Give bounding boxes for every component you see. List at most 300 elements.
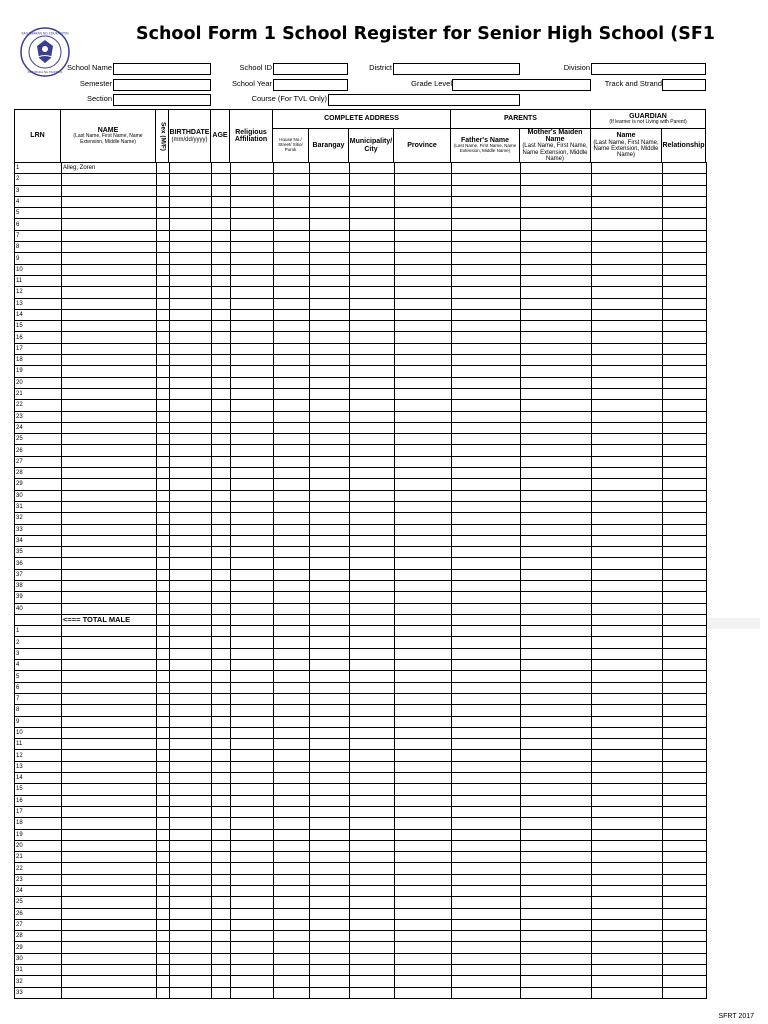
learner-name-cell[interactable] (62, 253, 157, 264)
data-cell[interactable] (452, 953, 521, 964)
data-cell[interactable] (663, 761, 707, 772)
data-cell[interactable] (170, 468, 212, 479)
grade-level-field[interactable] (452, 79, 591, 91)
data-cell[interactable] (592, 716, 663, 727)
data-cell[interactable] (395, 264, 452, 275)
data-cell[interactable] (212, 377, 231, 388)
data-cell[interactable] (350, 953, 395, 964)
learner-name-cell[interactable] (62, 264, 157, 275)
data-cell[interactable] (663, 490, 707, 501)
data-cell[interactable] (663, 829, 707, 840)
data-cell[interactable] (274, 637, 310, 648)
data-cell[interactable] (157, 637, 170, 648)
data-cell[interactable] (274, 275, 310, 286)
data-cell[interactable] (212, 569, 231, 580)
data-cell[interactable] (395, 976, 452, 987)
data-cell[interactable] (395, 773, 452, 784)
data-cell[interactable] (157, 693, 170, 704)
data-cell[interactable] (231, 513, 274, 524)
data-cell[interactable] (452, 942, 521, 953)
learner-name-cell[interactable] (62, 965, 157, 976)
data-cell[interactable] (350, 829, 395, 840)
learner-name-cell[interactable] (62, 976, 157, 987)
data-cell[interactable] (310, 287, 350, 298)
data-cell[interactable] (395, 897, 452, 908)
learner-name-cell[interactable] (62, 773, 157, 784)
learner-name-cell[interactable] (62, 275, 157, 286)
data-cell[interactable] (310, 343, 350, 354)
data-cell[interactable] (231, 637, 274, 648)
data-cell[interactable] (350, 445, 395, 456)
data-cell[interactable] (310, 196, 350, 207)
data-cell[interactable] (310, 332, 350, 343)
data-cell[interactable] (663, 377, 707, 388)
learner-name-cell[interactable] (62, 874, 157, 885)
learner-name-cell[interactable] (62, 818, 157, 829)
data-cell[interactable] (395, 185, 452, 196)
data-cell[interactable] (231, 761, 274, 772)
data-cell[interactable] (592, 908, 663, 919)
data-cell[interactable] (157, 626, 170, 637)
data-cell[interactable] (452, 264, 521, 275)
data-cell[interactable] (592, 309, 663, 320)
data-cell[interactable] (170, 377, 212, 388)
section-field[interactable] (113, 94, 211, 106)
learner-name-cell[interactable] (62, 829, 157, 840)
data-cell[interactable] (350, 637, 395, 648)
data-cell[interactable] (310, 818, 350, 829)
data-cell[interactable] (157, 513, 170, 524)
data-cell[interactable] (170, 422, 212, 433)
track-strand-field[interactable] (662, 79, 706, 91)
data-cell[interactable] (310, 693, 350, 704)
data-cell[interactable] (395, 287, 452, 298)
data-cell[interactable] (157, 648, 170, 659)
data-cell[interactable] (663, 727, 707, 738)
learner-name-cell[interactable] (62, 750, 157, 761)
data-cell[interactable] (592, 558, 663, 569)
data-cell[interactable] (231, 366, 274, 377)
data-cell[interactable] (350, 400, 395, 411)
data-cell[interactable] (310, 897, 350, 908)
data-cell[interactable] (663, 479, 707, 490)
data-cell[interactable] (350, 468, 395, 479)
data-cell[interactable] (395, 208, 452, 219)
data-cell[interactable] (157, 660, 170, 671)
data-cell[interactable] (231, 174, 274, 185)
learner-name-cell[interactable] (62, 242, 157, 253)
data-cell[interactable] (157, 230, 170, 241)
data-cell[interactable] (452, 829, 521, 840)
data-cell[interactable] (350, 942, 395, 953)
data-cell[interactable] (395, 705, 452, 716)
data-cell[interactable] (350, 660, 395, 671)
data-cell[interactable] (212, 931, 231, 942)
data-cell[interactable] (170, 806, 212, 817)
data-cell[interactable] (521, 648, 592, 659)
data-cell[interactable] (592, 603, 663, 614)
data-cell[interactable] (663, 919, 707, 930)
data-cell[interactable] (592, 490, 663, 501)
data-cell[interactable] (395, 818, 452, 829)
data-cell[interactable] (310, 490, 350, 501)
learner-name-cell[interactable] (62, 671, 157, 682)
data-cell[interactable] (157, 558, 170, 569)
data-cell[interactable] (521, 366, 592, 377)
learner-name-cell[interactable]: Alleg, Zoren (62, 163, 157, 174)
data-cell[interactable] (395, 547, 452, 558)
data-cell[interactable] (231, 693, 274, 704)
data-cell[interactable] (157, 818, 170, 829)
data-cell[interactable] (231, 230, 274, 241)
data-cell[interactable] (212, 784, 231, 795)
data-cell[interactable] (170, 547, 212, 558)
data-cell[interactable] (310, 626, 350, 637)
data-cell[interactable] (521, 897, 592, 908)
learner-name-cell[interactable] (62, 886, 157, 897)
data-cell[interactable] (521, 592, 592, 603)
data-cell[interactable] (663, 411, 707, 422)
data-cell[interactable] (350, 535, 395, 546)
data-cell[interactable] (350, 976, 395, 987)
data-cell[interactable] (212, 761, 231, 772)
data-cell[interactable] (592, 513, 663, 524)
data-cell[interactable] (157, 377, 170, 388)
data-cell[interactable] (212, 671, 231, 682)
data-cell[interactable] (521, 829, 592, 840)
learner-name-cell[interactable] (62, 806, 157, 817)
data-cell[interactable] (395, 343, 452, 354)
data-cell[interactable] (452, 535, 521, 546)
data-cell[interactable] (310, 953, 350, 964)
data-cell[interactable] (231, 818, 274, 829)
data-cell[interactable] (170, 750, 212, 761)
data-cell[interactable] (663, 253, 707, 264)
data-cell[interactable] (212, 592, 231, 603)
data-cell[interactable] (521, 388, 592, 399)
data-cell[interactable] (231, 580, 274, 591)
data-cell[interactable] (212, 716, 231, 727)
data-cell[interactable] (212, 660, 231, 671)
data-cell[interactable] (157, 806, 170, 817)
data-cell[interactable] (274, 253, 310, 264)
learner-name-cell[interactable] (62, 637, 157, 648)
data-cell[interactable] (310, 422, 350, 433)
data-cell[interactable] (350, 253, 395, 264)
data-cell[interactable] (212, 773, 231, 784)
data-cell[interactable] (170, 490, 212, 501)
data-cell[interactable] (170, 761, 212, 772)
data-cell[interactable] (170, 411, 212, 422)
data-cell[interactable] (521, 355, 592, 366)
data-cell[interactable] (157, 773, 170, 784)
data-cell[interactable] (592, 874, 663, 885)
data-cell[interactable] (170, 908, 212, 919)
data-cell[interactable] (452, 727, 521, 738)
data-cell[interactable] (452, 400, 521, 411)
data-cell[interactable] (663, 965, 707, 976)
learner-name-cell[interactable] (62, 716, 157, 727)
data-cell[interactable] (395, 377, 452, 388)
data-cell[interactable] (452, 671, 521, 682)
district-field[interactable] (393, 63, 520, 75)
data-cell[interactable] (395, 965, 452, 976)
data-cell[interactable] (170, 942, 212, 953)
data-cell[interactable] (274, 874, 310, 885)
data-cell[interactable] (395, 908, 452, 919)
data-cell[interactable] (592, 456, 663, 467)
data-cell[interactable] (452, 253, 521, 264)
data-cell[interactable] (663, 196, 707, 207)
data-cell[interactable] (663, 852, 707, 863)
data-cell[interactable] (231, 547, 274, 558)
data-cell[interactable] (592, 626, 663, 637)
learner-name-cell[interactable] (62, 727, 157, 738)
data-cell[interactable] (521, 163, 592, 174)
data-cell[interactable] (395, 840, 452, 851)
data-cell[interactable] (350, 174, 395, 185)
data-cell[interactable] (663, 773, 707, 784)
data-cell[interactable] (310, 535, 350, 546)
data-cell[interactable] (212, 806, 231, 817)
data-cell[interactable] (231, 660, 274, 671)
data-cell[interactable] (592, 750, 663, 761)
data-cell[interactable] (157, 886, 170, 897)
data-cell[interactable] (212, 547, 231, 558)
data-cell[interactable] (350, 965, 395, 976)
data-cell[interactable] (592, 784, 663, 795)
data-cell[interactable] (231, 784, 274, 795)
data-cell[interactable] (157, 253, 170, 264)
data-cell[interactable] (592, 208, 663, 219)
data-cell[interactable] (521, 456, 592, 467)
data-cell[interactable] (157, 897, 170, 908)
data-cell[interactable] (274, 829, 310, 840)
data-cell[interactable] (592, 343, 663, 354)
data-cell[interactable] (157, 965, 170, 976)
learner-name-cell[interactable] (62, 908, 157, 919)
data-cell[interactable] (452, 185, 521, 196)
data-cell[interactable] (350, 355, 395, 366)
data-cell[interactable] (157, 580, 170, 591)
data-cell[interactable] (212, 626, 231, 637)
data-cell[interactable] (663, 693, 707, 704)
data-cell[interactable] (592, 648, 663, 659)
data-cell[interactable] (170, 196, 212, 207)
data-cell[interactable] (350, 919, 395, 930)
data-cell[interactable] (663, 671, 707, 682)
data-cell[interactable] (212, 682, 231, 693)
learner-name-cell[interactable] (62, 569, 157, 580)
data-cell[interactable] (663, 603, 707, 614)
data-cell[interactable] (212, 174, 231, 185)
data-cell[interactable] (350, 411, 395, 422)
data-cell[interactable] (310, 682, 350, 693)
data-cell[interactable] (157, 445, 170, 456)
data-cell[interactable] (592, 852, 663, 863)
data-cell[interactable] (170, 660, 212, 671)
data-cell[interactable] (212, 287, 231, 298)
data-cell[interactable] (212, 275, 231, 286)
data-cell[interactable] (231, 569, 274, 580)
data-cell[interactable] (310, 671, 350, 682)
data-cell[interactable] (157, 874, 170, 885)
data-cell[interactable] (395, 863, 452, 874)
data-cell[interactable] (521, 196, 592, 207)
data-cell[interactable] (521, 309, 592, 320)
data-cell[interactable] (350, 501, 395, 512)
data-cell[interactable] (521, 761, 592, 772)
data-cell[interactable] (274, 931, 310, 942)
data-cell[interactable] (170, 569, 212, 580)
data-cell[interactable] (274, 366, 310, 377)
data-cell[interactable] (157, 174, 170, 185)
data-cell[interactable] (231, 343, 274, 354)
data-cell[interactable] (350, 524, 395, 535)
data-cell[interactable] (452, 987, 521, 998)
data-cell[interactable] (231, 773, 274, 784)
data-cell[interactable] (231, 355, 274, 366)
data-cell[interactable] (274, 761, 310, 772)
data-cell[interactable] (157, 287, 170, 298)
data-cell[interactable] (310, 852, 350, 863)
data-cell[interactable] (663, 987, 707, 998)
learner-name-cell[interactable] (62, 693, 157, 704)
data-cell[interactable] (521, 863, 592, 874)
data-cell[interactable] (274, 490, 310, 501)
data-cell[interactable] (170, 705, 212, 716)
data-cell[interactable] (350, 908, 395, 919)
data-cell[interactable] (452, 388, 521, 399)
data-cell[interactable] (212, 445, 231, 456)
data-cell[interactable] (592, 174, 663, 185)
data-cell[interactable] (452, 919, 521, 930)
data-cell[interactable] (592, 388, 663, 399)
data-cell[interactable] (592, 366, 663, 377)
data-cell[interactable] (212, 524, 231, 535)
data-cell[interactable] (350, 750, 395, 761)
data-cell[interactable] (212, 332, 231, 343)
data-cell[interactable] (521, 287, 592, 298)
data-cell[interactable] (350, 422, 395, 433)
learner-name-cell[interactable] (62, 626, 157, 637)
data-cell[interactable] (231, 942, 274, 953)
data-cell[interactable] (452, 897, 521, 908)
data-cell[interactable] (350, 580, 395, 591)
data-cell[interactable] (592, 931, 663, 942)
data-cell[interactable] (521, 332, 592, 343)
data-cell[interactable] (231, 196, 274, 207)
data-cell[interactable] (212, 897, 231, 908)
data-cell[interactable] (212, 535, 231, 546)
data-cell[interactable] (521, 253, 592, 264)
data-cell[interactable] (350, 784, 395, 795)
data-cell[interactable] (274, 693, 310, 704)
data-cell[interactable] (452, 682, 521, 693)
data-cell[interactable] (231, 535, 274, 546)
data-cell[interactable] (395, 411, 452, 422)
data-cell[interactable] (592, 965, 663, 976)
data-cell[interactable] (310, 230, 350, 241)
data-cell[interactable] (395, 603, 452, 614)
data-cell[interactable] (350, 693, 395, 704)
data-cell[interactable] (521, 987, 592, 998)
data-cell[interactable] (663, 592, 707, 603)
data-cell[interactable] (212, 366, 231, 377)
data-cell[interactable] (521, 626, 592, 637)
data-cell[interactable] (274, 298, 310, 309)
data-cell[interactable] (350, 388, 395, 399)
data-cell[interactable] (170, 524, 212, 535)
data-cell[interactable] (521, 580, 592, 591)
data-cell[interactable] (452, 761, 521, 772)
learner-name-cell[interactable] (62, 592, 157, 603)
data-cell[interactable] (663, 332, 707, 343)
data-cell[interactable] (157, 208, 170, 219)
data-cell[interactable] (170, 784, 212, 795)
data-cell[interactable] (395, 445, 452, 456)
data-cell[interactable] (521, 682, 592, 693)
data-cell[interactable] (452, 705, 521, 716)
data-cell[interactable] (350, 761, 395, 772)
data-cell[interactable] (395, 479, 452, 490)
data-cell[interactable] (170, 840, 212, 851)
learner-name-cell[interactable] (62, 852, 157, 863)
data-cell[interactable] (212, 852, 231, 863)
data-cell[interactable] (274, 580, 310, 591)
data-cell[interactable] (521, 185, 592, 196)
learner-name-cell[interactable] (62, 174, 157, 185)
data-cell[interactable] (521, 727, 592, 738)
learner-name-cell[interactable] (62, 321, 157, 332)
data-cell[interactable] (592, 219, 663, 230)
data-cell[interactable] (592, 953, 663, 964)
data-cell[interactable] (521, 931, 592, 942)
data-cell[interactable] (212, 727, 231, 738)
data-cell[interactable] (452, 626, 521, 637)
data-cell[interactable] (395, 490, 452, 501)
data-cell[interactable] (395, 422, 452, 433)
data-cell[interactable] (157, 716, 170, 727)
data-cell[interactable] (310, 355, 350, 366)
data-cell[interactable] (452, 660, 521, 671)
data-cell[interactable] (310, 592, 350, 603)
data-cell[interactable] (231, 671, 274, 682)
data-cell[interactable] (274, 309, 310, 320)
data-cell[interactable] (231, 976, 274, 987)
data-cell[interactable] (157, 852, 170, 863)
data-cell[interactable] (395, 253, 452, 264)
data-cell[interactable] (350, 739, 395, 750)
data-cell[interactable] (170, 343, 212, 354)
data-cell[interactable] (592, 468, 663, 479)
data-cell[interactable] (157, 501, 170, 512)
data-cell[interactable] (170, 897, 212, 908)
data-cell[interactable] (521, 275, 592, 286)
data-cell[interactable] (663, 208, 707, 219)
data-cell[interactable] (157, 942, 170, 953)
data-cell[interactable] (452, 965, 521, 976)
data-cell[interactable] (592, 818, 663, 829)
data-cell[interactable] (521, 965, 592, 976)
data-cell[interactable] (231, 332, 274, 343)
data-cell[interactable] (212, 886, 231, 897)
data-cell[interactable] (663, 931, 707, 942)
data-cell[interactable] (663, 513, 707, 524)
data-cell[interactable] (395, 852, 452, 863)
data-cell[interactable] (170, 671, 212, 682)
data-cell[interactable] (157, 275, 170, 286)
